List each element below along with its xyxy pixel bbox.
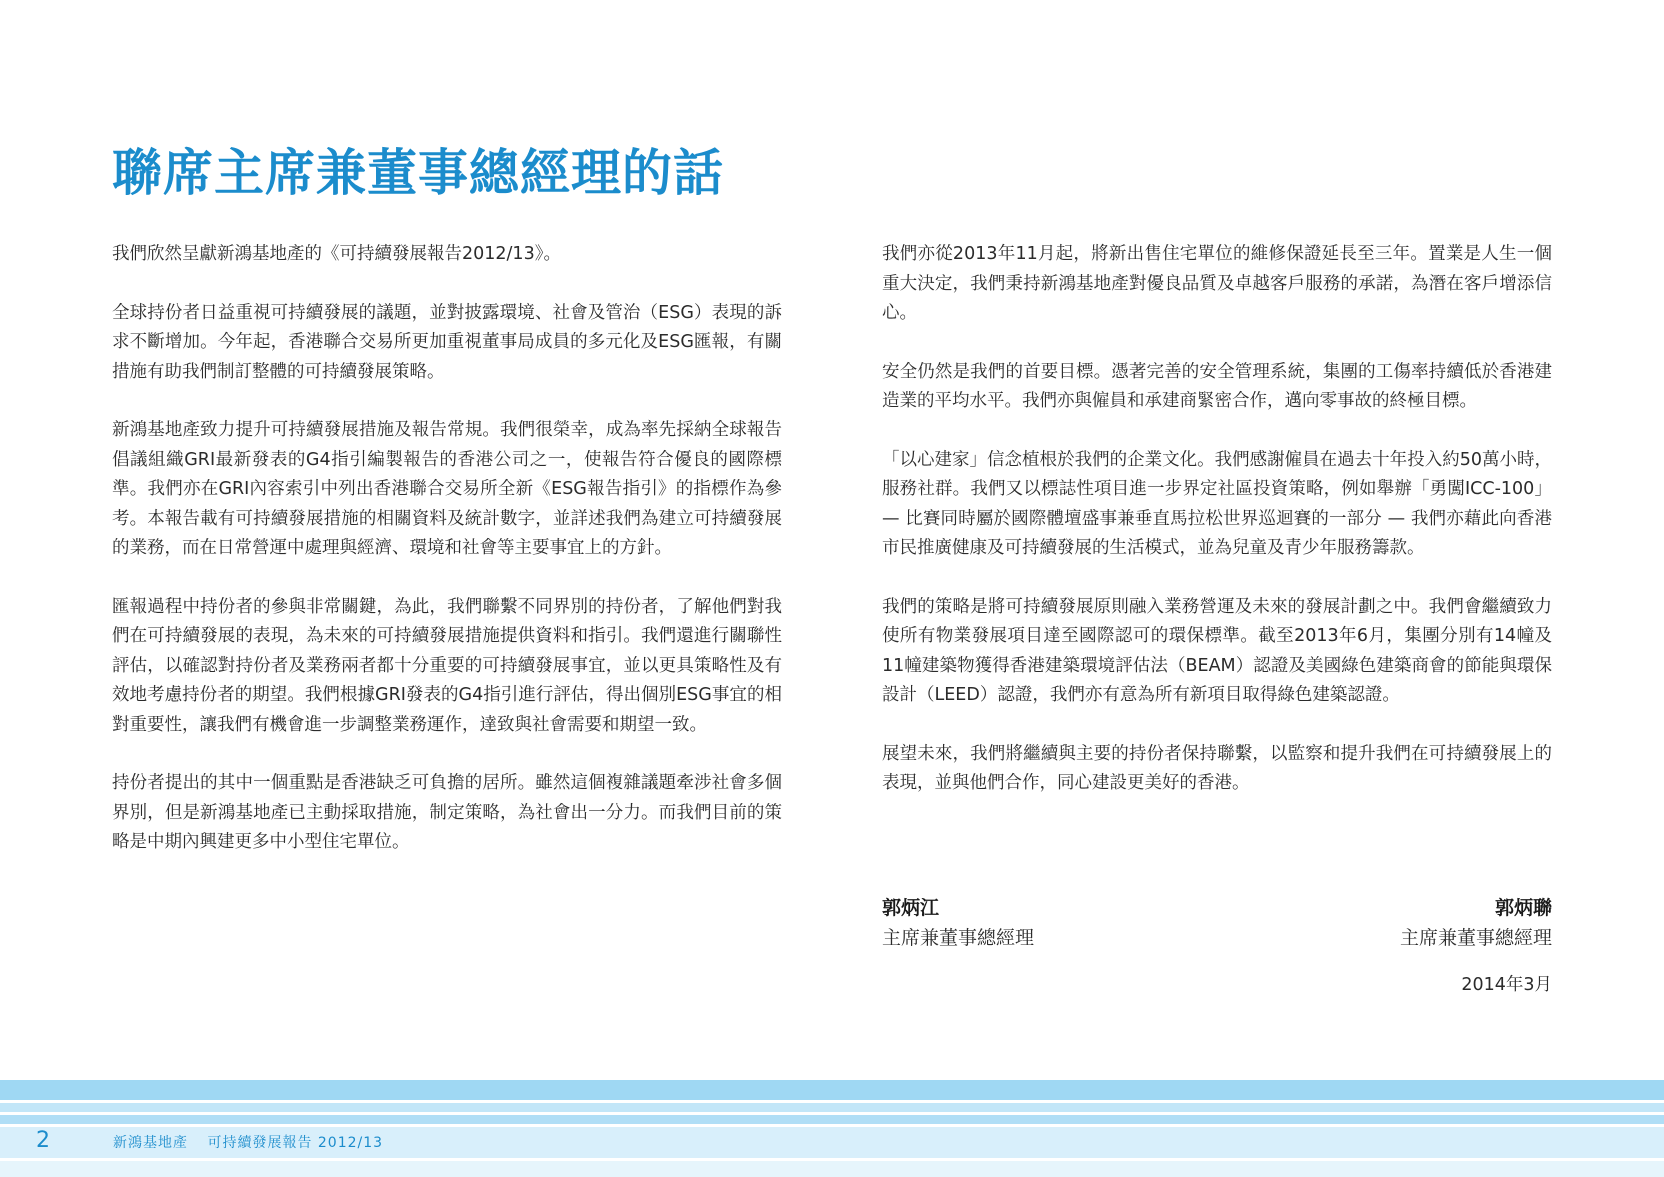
paragraph: 全球持份者日益重視可持續發展的議題，並對披露環境、社會及管治（ESG）表現的訴求不斷增加。今年起，香港聯合交易所更加重視董事局成員的多元化及ESG匯報，有關措施有助我們制訂整體的可持續發展策略。	[112, 302, 782, 382]
left-column	[112, 240, 782, 887]
page-title: 聯席主席兼董事總經理的話	[112, 144, 724, 202]
signatory-title: 主席兼董事總經理	[882, 927, 1035, 949]
signatory-name: 郭炳江	[882, 897, 940, 919]
signature-left	[882, 893, 1034, 953]
paragraph: 持份者提出的其中一個重點是香港缺乏可負擔的居所。雖然這個複雜議題牽涉社會多個界別，但是新鴻基地產已主動採取措施，制定策略，為社會出一分力。而我們目前的策略是中期內興建更多中小型住宅單位。	[112, 773, 782, 852]
footer-stripe	[0, 1103, 1664, 1112]
signatory-name: 郭炳聯	[1494, 897, 1552, 919]
paragraph: 展望未來，我們將繼續與主要的持份者保持聯繫，以監察和提升我們在可持續發展上的表現，並與他們合作，同心建設更美好的香港。	[882, 743, 1552, 793]
signatory-title: 主席兼董事總經理	[1399, 927, 1552, 949]
paragraph: 我們欣然呈獻新鴻基地產的《可持續發展報告2012/13》。	[112, 244, 561, 264]
footer-stripe	[0, 1161, 1664, 1177]
footer-company: 新鴻基地產	[113, 1135, 188, 1151]
footer-stripe	[0, 1115, 1664, 1124]
footer-report-title: 可持續發展報告 2012/13	[207, 1135, 384, 1151]
page-number: 2	[36, 1128, 50, 1153]
footer-stripe	[0, 1080, 1664, 1100]
paragraph: 安全仍然是我們的首要目標。憑著完善的安全管理系統，集團的工傷率持續低於香港建造業的平均水平。我們亦與僱員和承建商緊密合作，邁向零事故的終極目標。	[882, 361, 1552, 411]
signature-date: 2014年3月	[1461, 975, 1552, 995]
footer-stripes	[0, 1080, 1664, 1177]
paragraph: 我們的策略是將可持續發展原則融入業務營運及未來的發展計劃之中。我們會繼續致力使所有物業發展項目達至國際認可的環保標準。截至2013年6月，集團分別有14幢及11幢建築物獲得香港建築環境評估法（BEAM）認證及美國綠色建築商會的節能與環保設計（LEED）認證，我們亦有意為所有新項目取得綠色建築認證。	[882, 596, 1552, 705]
paragraph: 匯報過程中持份者的參與非常關鍵，為此，我們聯繫不同界別的持份者，了解他們對我們在可持續發展的表現，為未來的可持續發展措施提供資料和指引。我們還進行關聯性評估，以確認對持份者及業務兩者都十分重要的可持續發展事宜，並以更具策略性及有效地考慮持份者的期望。我們根據GRI發表的G4指引進行評估，得出個別ESG事宜的相對重要性，讓我們有機會進一步調整業務運作，達致與社會需要和期望一致。	[112, 596, 782, 735]
paragraph: 新鴻基地產致力提升可持續發展措施及報告常規。我們很榮幸，成為率先採納全球報告倡議組織GRI最新發表的G4指引編製報告的香港公司之一，使報告符合優良的國際標準。我們亦在GRI內容索引中列出香港聯合交易所全新《ESG報告指引》的指標作為參考。本報告載有可持續發展措施的相關資料及統計數字，並詳述我們為建立可持續發展的業務，而在日常營運中處理與經濟、環境和社會等主要事宜上的方針。	[112, 420, 782, 558]
right-column	[882, 240, 1552, 828]
signature-right	[1400, 893, 1552, 953]
paragraph: 我們亦從2013年11月起，將新出售住宅單位的維修保證延長至三年。置業是人生一個重大決定，我們秉持新鴻基地產對優良品質及卓越客戶服務的承諾，為潛在客戶增添信心。	[882, 244, 1552, 323]
paragraph: 「以心建家」信念植根於我們的企業文化。我們感謝僱員在過去十年投入約50萬小時，服務社群。我們又以標誌性項目進一步界定社區投資策略，例如舉辦「勇闖ICC-100」— 比賽同時屬於國際體壇盛事兼垂直馬拉松世界巡迴賽的一部分 — 我們亦藉此向香港市民推廣健康及可持續發展的生活模式，並為兒童及青少年服務籌款。	[882, 449, 1552, 558]
footer-caption	[113, 1131, 383, 1155]
